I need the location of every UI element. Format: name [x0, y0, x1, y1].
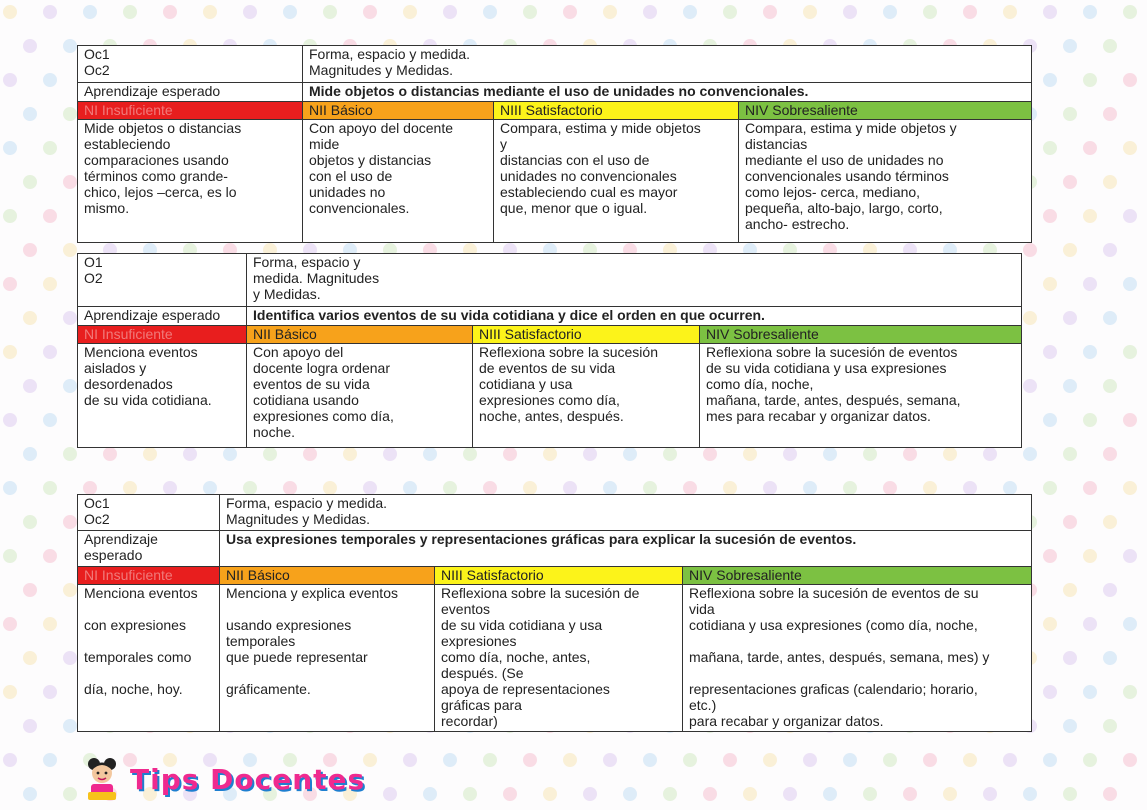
background-dot — [43, 481, 57, 495]
background-dot — [1083, 345, 1097, 359]
background-dot — [943, 787, 957, 801]
background-dot — [1083, 549, 1097, 563]
background-dot — [383, 787, 397, 801]
background-dot — [483, 5, 497, 19]
background-dot — [43, 209, 57, 223]
background-dot — [1063, 175, 1077, 189]
background-dot — [1003, 5, 1017, 19]
background-dot — [1043, 5, 1057, 19]
background-dot — [643, 5, 657, 19]
background-dot — [63, 243, 77, 257]
background-dot — [163, 481, 177, 495]
background-dot — [1023, 787, 1037, 801]
background-dot — [263, 447, 277, 461]
campo-desc-cell: Forma, espacio y medida. Magnitudes y Medidas. — [247, 254, 1022, 307]
background-dot — [3, 617, 17, 631]
background-dot — [1103, 447, 1117, 461]
background-dot — [43, 753, 57, 767]
background-dot — [1083, 685, 1097, 699]
descriptor-satisfactorio: Reflexiona sobre la sucesión de eventos de su vida cotidiana y usa expresiones como día, noche, antes, después. (Se apoya de representaciones gráficas para recordar) — [435, 585, 683, 732]
background-dot — [23, 719, 37, 733]
background-dot — [3, 277, 17, 291]
background-dot — [843, 481, 857, 495]
background-dot — [323, 481, 337, 495]
background-dot — [763, 753, 777, 767]
background-dot — [383, 447, 397, 461]
background-dot — [363, 481, 377, 495]
background-dot — [563, 753, 577, 767]
background-dot — [1043, 73, 1057, 87]
background-dot — [83, 481, 97, 495]
background-dot — [403, 5, 417, 19]
background-dot — [443, 481, 457, 495]
background-dot — [1103, 175, 1117, 189]
background-dot — [443, 5, 457, 19]
background-dot — [1063, 787, 1077, 801]
rubric-table-2 — [77, 253, 1022, 448]
background-dot — [863, 787, 877, 801]
background-dot — [43, 345, 57, 359]
background-dot — [1123, 753, 1137, 767]
descriptor-insuficiente: Mide objetos o distancias estableciendo comparaciones usando términos como grande- chico, lejos –cerca, es lo mismo. — [78, 120, 303, 243]
rubric-table-1 — [77, 45, 1032, 243]
background-dot — [43, 549, 57, 563]
background-dot — [643, 753, 657, 767]
background-dot — [1063, 583, 1077, 597]
background-dot — [143, 447, 157, 461]
background-dot — [1003, 481, 1017, 495]
rubric-table-3 — [77, 494, 1032, 732]
descriptor-basico: Con apoyo del docente mide objetos y distancias con el uso de unidades no convencionales. — [303, 120, 494, 243]
descriptor-sobresaliente: Compara, estima y mide objetos y distancias mediante el uso de unidades no convencionales usando términos como lejos- cerca, mediano, pequeña, alto-bajo, largo, corto, ancho- estrecho. — [739, 120, 1032, 243]
background-dot — [683, 753, 697, 767]
background-dot — [1103, 515, 1117, 529]
background-dot — [63, 787, 77, 801]
teacher-girl-icon — [82, 756, 122, 802]
background-dot — [463, 787, 477, 801]
background-dot — [1023, 243, 1037, 257]
background-dot — [683, 481, 697, 495]
background-dot — [1063, 447, 1077, 461]
background-dot — [923, 5, 937, 19]
background-dot — [1043, 277, 1057, 291]
background-dot — [63, 515, 77, 529]
background-dot — [3, 413, 17, 427]
background-dot — [703, 787, 717, 801]
background-dot — [723, 481, 737, 495]
background-dot — [943, 447, 957, 461]
background-dot — [3, 685, 17, 699]
background-dot — [843, 5, 857, 19]
background-dot — [363, 5, 377, 19]
level-basico: NII Básico — [220, 567, 435, 585]
background-dot — [1103, 39, 1117, 53]
background-dot — [223, 447, 237, 461]
background-dot — [123, 481, 137, 495]
background-dot — [23, 175, 37, 189]
background-dot — [623, 787, 637, 801]
background-dot — [823, 447, 837, 461]
background-dot — [43, 685, 57, 699]
background-dot — [1103, 243, 1117, 257]
background-dot — [1103, 719, 1117, 733]
campo-cell: Oc1 Oc2 — [78, 46, 303, 83]
background-dot — [1063, 515, 1077, 529]
background-dot — [423, 447, 437, 461]
background-dot — [463, 447, 477, 461]
logo-title: Tips Docentes — [130, 762, 366, 796]
background-dot — [783, 447, 797, 461]
background-dot — [1043, 209, 1057, 223]
background-dot — [23, 515, 37, 529]
background-dot — [1083, 413, 1097, 427]
background-dot — [43, 413, 57, 427]
background-dot — [103, 447, 117, 461]
descriptor-satisfactorio: Reflexiona sobre la sucesión de eventos de su vida cotidiana y usa expresiones como día, noche, antes, después. — [473, 344, 700, 448]
aprendizaje-label: Aprendizaje esperado — [78, 531, 220, 567]
background-dot — [1043, 549, 1057, 563]
background-dot — [683, 5, 697, 19]
background-dot — [1123, 345, 1137, 359]
background-dot — [823, 787, 837, 801]
descriptor-basico: Menciona y explica eventos usando expresiones temporales que puede representar gráficamente. — [220, 585, 435, 732]
background-dot — [1063, 39, 1077, 53]
background-dot — [1043, 685, 1057, 699]
background-dot — [203, 5, 217, 19]
descriptor-basico: Con apoyo del docente logra ordenar eventos de su vida cotidiana usando expresiones como día, noche. — [247, 344, 473, 448]
background-dot — [1083, 617, 1097, 631]
background-dot — [1083, 753, 1097, 767]
background-dot — [1123, 617, 1137, 631]
background-dot — [583, 787, 597, 801]
level-sobresaliente: NIV Sobresaliente — [683, 567, 1032, 585]
background-dot — [1123, 685, 1137, 699]
aprendizaje-label: Aprendizaje esperado — [78, 83, 303, 102]
campo-desc-cell: Forma, espacio y medida. Magnitudes y Medidas. — [303, 46, 1032, 83]
background-dot — [3, 753, 17, 767]
background-dot — [1083, 73, 1097, 87]
background-dot — [63, 311, 77, 325]
background-dot — [3, 209, 17, 223]
background-dot — [603, 5, 617, 19]
background-dot — [1023, 379, 1037, 393]
aprendizaje-label: Aprendizaje esperado — [78, 307, 247, 326]
background-dot — [903, 787, 917, 801]
background-dot — [23, 651, 37, 665]
background-dot — [723, 5, 737, 19]
background-dot — [243, 481, 257, 495]
background-dot — [243, 5, 257, 19]
background-dot — [283, 481, 297, 495]
background-dot — [1123, 413, 1137, 427]
background-dot — [183, 447, 197, 461]
background-dot — [623, 447, 637, 461]
level-sobresaliente: NIV Sobresaliente — [700, 326, 1022, 344]
background-dot — [723, 753, 737, 767]
background-dot — [63, 651, 77, 665]
background-dot — [3, 5, 17, 19]
background-dot — [483, 753, 497, 767]
background-dot — [543, 447, 557, 461]
background-dot — [963, 753, 977, 767]
background-dot — [1063, 651, 1077, 665]
background-dot — [963, 481, 977, 495]
level-satisfactorio: NIII Satisfactorio — [435, 567, 683, 585]
background-dot — [63, 719, 77, 733]
background-dot — [803, 5, 817, 19]
level-satisfactorio: NIII Satisfactorio — [494, 102, 739, 120]
aprendizaje-esperado: Usa expresiones temporales y representaciones gráficas para explicar la sucesión de eventos. — [220, 531, 1032, 567]
background-dot — [1123, 5, 1137, 19]
background-dot — [523, 5, 537, 19]
background-dot — [23, 787, 37, 801]
background-dot — [1023, 447, 1037, 461]
background-dot — [803, 753, 817, 767]
background-dot — [63, 107, 77, 121]
background-dot — [1123, 549, 1137, 563]
background-dot — [663, 787, 677, 801]
background-dot — [3, 481, 17, 495]
background-dot — [1003, 753, 1017, 767]
background-dot — [883, 753, 897, 767]
background-dot — [443, 753, 457, 767]
background-dot — [1043, 141, 1057, 155]
background-dot — [543, 787, 557, 801]
background-dot — [963, 5, 977, 19]
background-dot — [43, 5, 57, 19]
background-dot — [3, 73, 17, 87]
background-dot — [923, 481, 937, 495]
background-dot — [503, 447, 517, 461]
background-dot — [743, 787, 757, 801]
background-dot — [1063, 311, 1077, 325]
background-dot — [1103, 651, 1117, 665]
background-dot — [1043, 481, 1057, 495]
background-dot — [883, 5, 897, 19]
background-dot — [283, 5, 297, 19]
background-dot — [123, 5, 137, 19]
background-dot — [1123, 209, 1137, 223]
background-dot — [523, 481, 537, 495]
background-dot — [1083, 481, 1097, 495]
descriptor-sobresaliente: Reflexiona sobre la sucesión de eventos de su vida cotidiana y usa expresiones como día, noche, mañana, tarde, antes, después, semana, mes para recabar y organizar datos. — [700, 344, 1022, 448]
campo-cell: Oc1 Oc2 — [78, 495, 220, 531]
background-dot — [863, 447, 877, 461]
background-dot — [3, 141, 17, 155]
background-dot — [563, 5, 577, 19]
background-dot — [1103, 107, 1117, 121]
background-dot — [643, 481, 657, 495]
background-dot — [403, 481, 417, 495]
background-dot — [903, 447, 917, 461]
background-dot — [1123, 277, 1137, 291]
tips-docentes-logo — [82, 756, 365, 802]
background-dot — [1123, 73, 1137, 87]
background-dot — [763, 5, 777, 19]
background-dot — [323, 5, 337, 19]
background-dot — [983, 787, 997, 801]
background-dot — [1123, 141, 1137, 155]
background-dot — [63, 39, 77, 53]
level-insuficiente: NI Insuficiente — [78, 102, 303, 120]
background-dot — [603, 753, 617, 767]
background-dot — [63, 583, 77, 597]
background-dot — [23, 447, 37, 461]
background-dot — [803, 481, 817, 495]
background-dot — [43, 141, 57, 155]
background-dot — [43, 277, 57, 291]
background-dot — [1103, 583, 1117, 597]
background-dot — [23, 311, 37, 325]
level-satisfactorio: NIII Satisfactorio — [473, 326, 700, 344]
background-dot — [983, 447, 997, 461]
level-sobresaliente: NIV Sobresaliente — [739, 102, 1032, 120]
background-dot — [1063, 107, 1077, 121]
background-dot — [1063, 243, 1077, 257]
background-dot — [763, 481, 777, 495]
background-dot — [303, 447, 317, 461]
background-dot — [23, 379, 37, 393]
background-dot — [1103, 311, 1117, 325]
background-dot — [703, 447, 717, 461]
campo-cell: O1 O2 — [78, 254, 247, 307]
background-dot — [1043, 617, 1057, 631]
background-dot — [163, 5, 177, 19]
background-dot — [1083, 5, 1097, 19]
background-dot — [1123, 481, 1137, 495]
level-basico: NII Básico — [303, 102, 494, 120]
background-dot — [843, 753, 857, 767]
background-dot — [1043, 345, 1057, 359]
level-basico: NII Básico — [247, 326, 473, 344]
background-dot — [603, 481, 617, 495]
descriptor-insuficiente: Menciona eventos con expresiones temporales como día, noche, hoy. — [78, 585, 220, 732]
background-dot — [403, 753, 417, 767]
background-dot — [1103, 787, 1117, 801]
background-dot — [63, 175, 77, 189]
background-dot — [63, 447, 77, 461]
background-dot — [83, 5, 97, 19]
background-dot — [423, 787, 437, 801]
background-dot — [743, 447, 757, 461]
background-dot — [663, 447, 677, 461]
aprendizaje-esperado: Mide objetos o distancias mediante el uso de unidades no convencionales. — [303, 83, 1032, 102]
background-dot — [1043, 413, 1057, 427]
background-dot — [23, 39, 37, 53]
background-dot — [343, 447, 357, 461]
background-dot — [1083, 277, 1097, 291]
background-dot — [1103, 379, 1117, 393]
level-insuficiente: NI Insuficiente — [78, 567, 220, 585]
background-dot — [23, 107, 37, 121]
background-dot — [1023, 311, 1037, 325]
descriptor-sobresaliente: Reflexiona sobre la sucesión de eventos de su vida cotidiana y usa expresiones (como día, noche, mañana, tarde, antes, después, semana, mes) y representaciones graficas (calendario; horario, etc.) para recabar y organizar datos. — [683, 585, 1032, 732]
background-dot — [583, 447, 597, 461]
background-dot — [1043, 753, 1057, 767]
background-dot — [43, 617, 57, 631]
background-dot — [1063, 379, 1077, 393]
campo-desc-cell: Forma, espacio y medida. Magnitudes y Medidas. — [220, 495, 1032, 531]
background-dot — [63, 379, 77, 393]
background-dot — [23, 243, 37, 257]
level-insuficiente: NI Insuficiente — [78, 326, 247, 344]
aprendizaje-esperado: Identifica varios eventos de su vida cotidiana y dice el orden en que ocurren. — [247, 307, 1022, 326]
background-dot — [203, 481, 217, 495]
descriptor-satisfactorio: Compara, estima y mide objetos y distancias con el uso de unidades no convencionales estableciendo cual es mayor que, menor que o igual. — [494, 120, 739, 243]
background-dot — [563, 481, 577, 495]
background-dot — [523, 753, 537, 767]
background-dot — [503, 787, 517, 801]
background-dot — [3, 549, 17, 563]
background-dot — [783, 787, 797, 801]
background-dot — [1083, 209, 1097, 223]
background-dot — [23, 583, 37, 597]
background-dot — [883, 481, 897, 495]
background-dot — [1083, 141, 1097, 155]
background-dot — [483, 481, 497, 495]
descriptor-insuficiente: Menciona eventos aislados y desordenados de su vida cotidiana. — [78, 344, 247, 448]
background-dot — [3, 345, 17, 359]
background-dot — [1063, 719, 1077, 733]
background-dot — [43, 73, 57, 87]
background-dot — [923, 753, 937, 767]
